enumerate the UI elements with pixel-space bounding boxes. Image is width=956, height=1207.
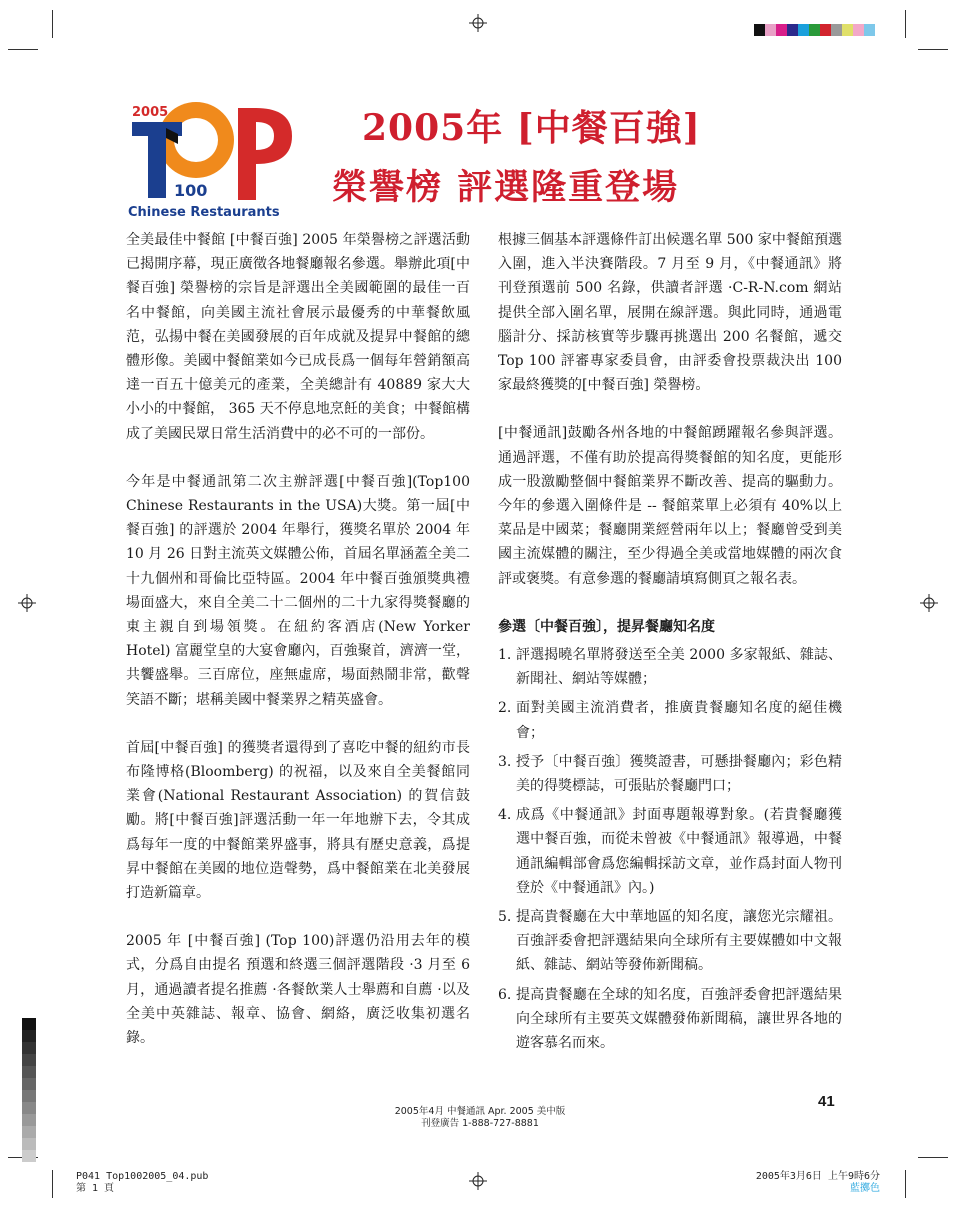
list-item	[498, 696, 842, 744]
color-swatch	[864, 24, 875, 36]
crop-mark	[8, 49, 38, 50]
gray-swatch	[22, 1066, 36, 1078]
left-column	[126, 228, 470, 1074]
slug-date: 2005年3月6日 上午9時6分	[755, 1171, 880, 1182]
crop-mark	[918, 49, 948, 50]
crop-mark	[905, 10, 906, 38]
logo-number: 100	[174, 181, 208, 200]
list-item	[498, 803, 842, 900]
list-text: 提高貴餐廳在全球的知名度，百強評委會把評選結果向全球所有主要英文媒體發佈新聞稿，讓世界各地的遊客慕名而來。	[516, 986, 842, 1052]
list-text: 授予〔中餐百強〕獲獎證書，可懸掛餐廳內；彩色精美的得獎標誌，可張貼於餐廳門口；	[516, 753, 842, 795]
gray-swatch	[22, 1114, 36, 1126]
list-item	[498, 643, 842, 691]
gray-swatch	[22, 1030, 36, 1042]
registration-mark-icon	[920, 594, 938, 612]
color-swatch	[831, 24, 842, 36]
color-swatch	[787, 24, 798, 36]
gray-swatch	[22, 1102, 36, 1114]
slug-color-label: 藍擲色	[850, 1183, 880, 1194]
color-swatch	[754, 24, 765, 36]
color-swatch	[820, 24, 831, 36]
color-swatch	[798, 24, 809, 36]
color-swatch	[853, 24, 864, 36]
gray-swatch	[22, 1126, 36, 1138]
paragraph: 今年是中餐通訊第二次主辦評選[中餐百強](Top100 Chinese Restaurants in the USA)大獎。第一屆[中餐百強] 的評選於 2004 年舉行，獲獎名單於 2004 年 10 月 26 日對主流英文媒體公佈，首屆名單涵蓋全美二十九個州和哥倫比亞特區。2004 年中餐百強頒獎典禮場面盛大，來自全美二十二個州的二十九家得獎餐廳的東主親自到場領獎。在紐約客酒店(New Yorker Hotel) 富麗堂皇的大宴會廳內，百強聚首，濟濟一堂，共饗盛舉。三百席位，座無虛席，場面熱鬧非常，歡聲笑語不斷；堪稱美國中餐業界之精英盛會。	[126, 473, 470, 708]
list-text: 成爲《中餐通訊》封面專題報導對象。(若貴餐廳獲選中餐百強，而從未曾被《中餐通訊》報導過，中餐通訊編輯部會爲您編輯採訪文章，並作爲封面人物刊登於《中餐通訊》內。)	[516, 807, 842, 896]
slug-left	[76, 1171, 208, 1195]
list-item	[498, 983, 842, 1056]
gray-scale-bar	[22, 1018, 36, 1162]
benefits-list	[498, 643, 842, 1055]
footer	[330, 1106, 630, 1130]
gray-swatch	[22, 1150, 36, 1162]
page-number: 41	[818, 1093, 835, 1110]
top100-logo	[126, 88, 296, 220]
gray-swatch	[22, 1042, 36, 1054]
paragraph: [中餐通訊]鼓勵各州各地的中餐館踴躍報名參與評選。通過評選，不僅有助於提高得獎餐館的知名度，更能形成一股激勵整個中餐館業界不斷改善、提高的驅動力。今年的參選入圍條件是 -- 餐館菜單上必須有 40%以上菜品是中國菜；餐廳開業經營兩年以上；餐廳曾受到美國主流媒體的關注，至少得過全美或當地媒體的兩次食評或褒獎。有意參選的餐廳請填寫側頁之報名表。	[498, 425, 842, 587]
crop-mark	[52, 10, 53, 38]
crop-mark	[905, 1170, 906, 1198]
registration-mark-icon	[469, 14, 487, 32]
list-number: 4.	[498, 807, 512, 824]
slug-page: 第 1 頁	[76, 1183, 115, 1194]
crop-mark	[918, 1157, 948, 1158]
right-column	[498, 228, 842, 1060]
color-bar	[754, 24, 875, 36]
logo-year: 2005	[132, 105, 169, 120]
color-swatch	[809, 24, 820, 36]
headline-line-2: 榮譽榜 評選隆重登場	[332, 167, 680, 208]
registration-mark-icon	[18, 594, 36, 612]
list-text: 提高貴餐廳在大中華地區的知名度，讓您光宗耀祖。百強評委會把評選結果向全球所有主要媒體如中文報紙、雜誌、網站等發佈新聞稿。	[516, 909, 842, 974]
paragraph: 2005 年 [中餐百強] (Top 100)評選仍沿用去年的模式，分爲自由提名 預選和終選三個評選階段 ·3 月至 6 月，通過讀者提名推薦 ·各餐飲業人士舉薦和自薦 ·以及全美中英雜誌、報章、協會、網絡，廣泛收集初選名錄。	[126, 933, 470, 1047]
slug-right	[750, 1171, 880, 1195]
gray-swatch	[22, 1054, 36, 1066]
section-heading: 參選〔中餐百強〕，提昇餐廳知名度	[498, 618, 715, 635]
logo-caption: Chinese Restaurants	[128, 205, 280, 220]
paragraph: 首屆[中餐百強] 的獲獎者還得到了喜吃中餐的紐約市長布隆博格(Bloomberg) 的祝福，以及來自全美餐館同業會(National Restaurant Association) 的賀信鼓勵。將[中餐百強]評選活動一年一年地辦下去，令其成爲每年一度的中餐館業界盛事，將具有歷史意義，爲提昇中餐館在美國的地位造聲勢，爲中餐館業在北美發展打造新篇章。	[126, 739, 470, 902]
list-number: 3.	[498, 753, 512, 770]
registration-mark-icon	[469, 1172, 487, 1190]
crop-mark	[52, 1170, 53, 1198]
list-number: 5.	[498, 909, 512, 926]
color-swatch	[842, 24, 853, 36]
list-text: 評選揭曉名單將發送至全美 2000 多家報紙、雜誌、新聞社、網站等媒體；	[516, 647, 842, 688]
paragraph: 全美最佳中餐館 [中餐百強] 2005 年榮譽榜之評選活動已揭開序幕，現正廣徵各地餐廳報名參選。舉辦此項[中餐百強] 榮譽榜的宗旨是評選出全美國範圍的最佳一百名中餐館，向美國主流社會展示最優秀的中華餐飲風范，弘揚中餐在美國發展的百年成就及提昇中餐館的總體形像。美國中餐館業如今已成長爲一個每年營銷額高達一百五十億美元的產業，全美總計有 40889 家大大小小的中餐館， 365 天不停息地烹飪的美食；中餐館構成了美國民眾日常生活消費中的必不可的一部份。	[126, 232, 470, 442]
paragraph: 根據三個基本評選條件訂出候選名單 500 家中餐館預選入圍，進入半決賽階段。7 月至 9 月，《中餐通訊》將刊登預選前 500 名錄，供讀者評選 ·C-R-N.com 網站提供全部入圍名單，展開在線評選。與此同時，通過電腦計分、採訪核實等步驟再挑選出 200 名餐館，遞交 Top 100 評審專家委員會，由評委會投票裁決出 100 家最終獲獎的[中餐百強] 榮譽榜。	[498, 232, 842, 394]
gray-swatch	[22, 1138, 36, 1150]
gray-swatch	[22, 1078, 36, 1090]
footer-line: 2005年4月 中餐通訊 Apr. 2005 美中版	[394, 1106, 566, 1117]
list-text: 面對美國主流消費者，推廣貴餐廳知名度的絕佳機會；	[516, 700, 842, 741]
color-swatch	[776, 24, 787, 36]
color-swatch	[765, 24, 776, 36]
list-item	[498, 750, 842, 798]
gray-swatch	[22, 1018, 36, 1030]
list-number: 6.	[498, 986, 512, 1003]
list-number: 1.	[498, 647, 512, 664]
headline-line-1: 2005年 [中餐百強]	[362, 107, 701, 149]
footer-line: 刊登廣告 1-888-727-8881	[421, 1118, 539, 1129]
list-item	[498, 905, 842, 978]
gray-swatch	[22, 1090, 36, 1102]
list-number: 2.	[498, 700, 512, 717]
slug-file: P041 Top1002005_04.pub	[76, 1171, 209, 1182]
